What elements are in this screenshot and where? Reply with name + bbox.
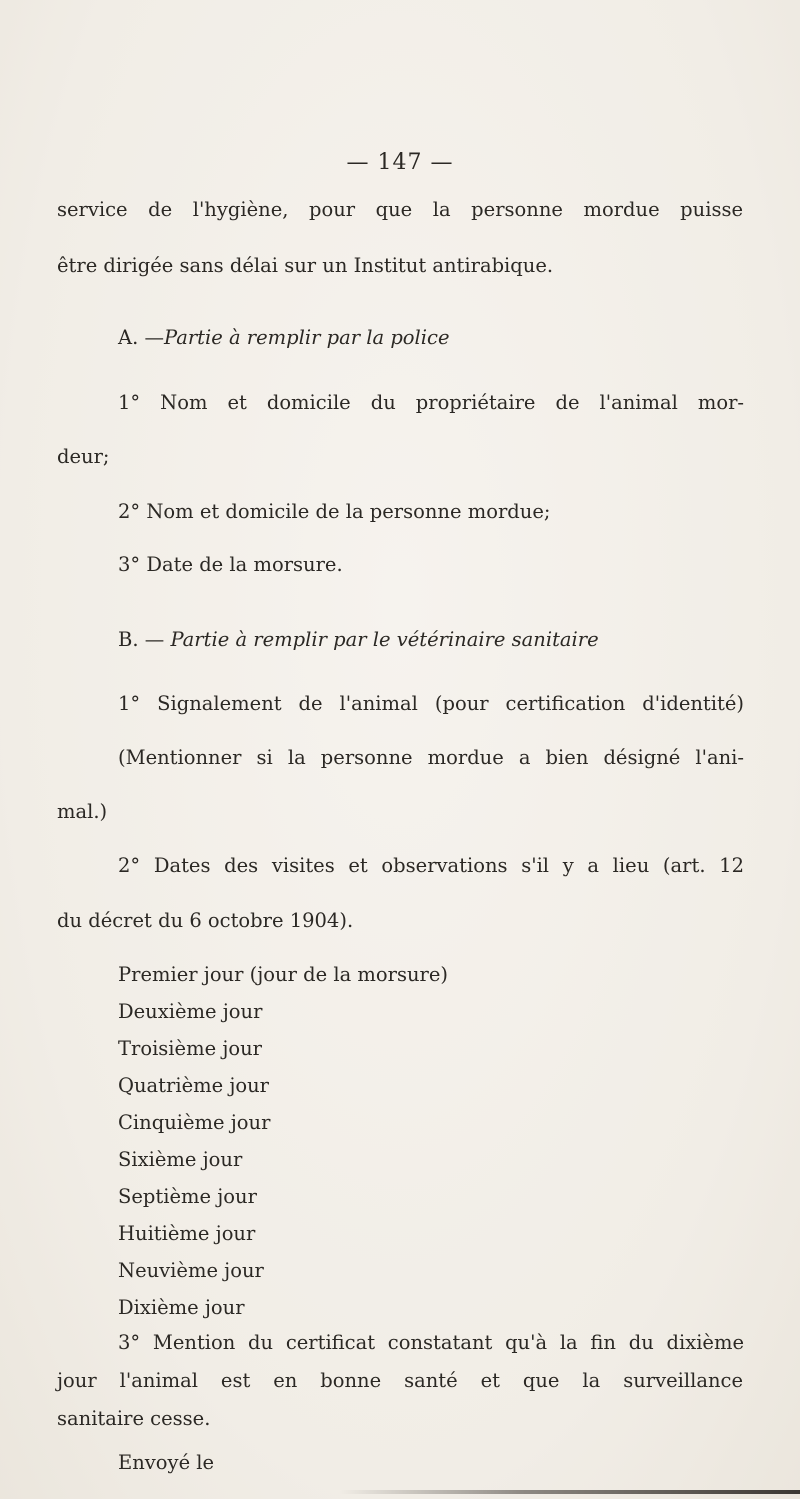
- text-line: 1° Signalement de l'animal (pour certification d'identité): [118, 692, 744, 715]
- day-entry: Premier jour (jour de la morsure): [118, 963, 448, 986]
- text-line: sanitaire cesse.: [57, 1407, 211, 1430]
- bottom-rule: [340, 1490, 800, 1494]
- text-line: 1° Nom et domicile du propriétaire de l'animal mor-: [118, 391, 744, 414]
- text-line: (Mentionner si la personne mordue a bien désigné l'ani-: [118, 746, 744, 769]
- text-line: 2° Dates des visites et observations s'il y a lieu (art. 12: [118, 854, 744, 877]
- text-line: mal.): [57, 800, 108, 823]
- day-entry: Neuvième jour: [118, 1259, 264, 1282]
- day-entry: Huitième jour: [118, 1222, 256, 1245]
- section-b-heading: [118, 627, 599, 653]
- day-entry: Dixième jour: [118, 1296, 245, 1319]
- day-entry: Sixième jour: [118, 1148, 243, 1171]
- section-a-heading: [118, 325, 450, 351]
- text-line: être dirigée sans délai sur un Institut antirabique.: [57, 254, 554, 277]
- section-a-title: Partie à remplir par la police: [163, 326, 450, 349]
- day-entry: Troisième jour: [118, 1037, 262, 1060]
- text-line: 3° Date de la morsure.: [118, 553, 343, 576]
- day-entry: Septième jour: [118, 1185, 257, 1208]
- text-line: 3° Mention du certificat constatant qu'à la fin du dixième: [118, 1331, 744, 1354]
- text-line: jour l'animal est en bonne santé et que la surveillance: [57, 1369, 743, 1392]
- section-b-label: B. —: [118, 628, 165, 651]
- sent-date-label: Envoyé le: [118, 1451, 215, 1474]
- text-line: deur;: [57, 445, 110, 468]
- day-entry: Deuxième jour: [118, 1000, 263, 1023]
- text-line: service de l'hygiène, pour que la personne mordue puisse: [57, 198, 743, 221]
- section-a-label: A. —: [118, 326, 164, 349]
- text-line: 2° Nom et domicile de la personne mordue;: [118, 500, 551, 523]
- text-line: du décret du 6 octobre 1904).: [57, 909, 354, 932]
- day-entry: Quatrième jour: [118, 1074, 270, 1097]
- day-entry: Cinquième jour: [118, 1111, 271, 1134]
- page-number: — 147 —: [346, 150, 454, 175]
- section-b-title: Partie à remplir par le vétérinaire sanitaire: [170, 628, 599, 651]
